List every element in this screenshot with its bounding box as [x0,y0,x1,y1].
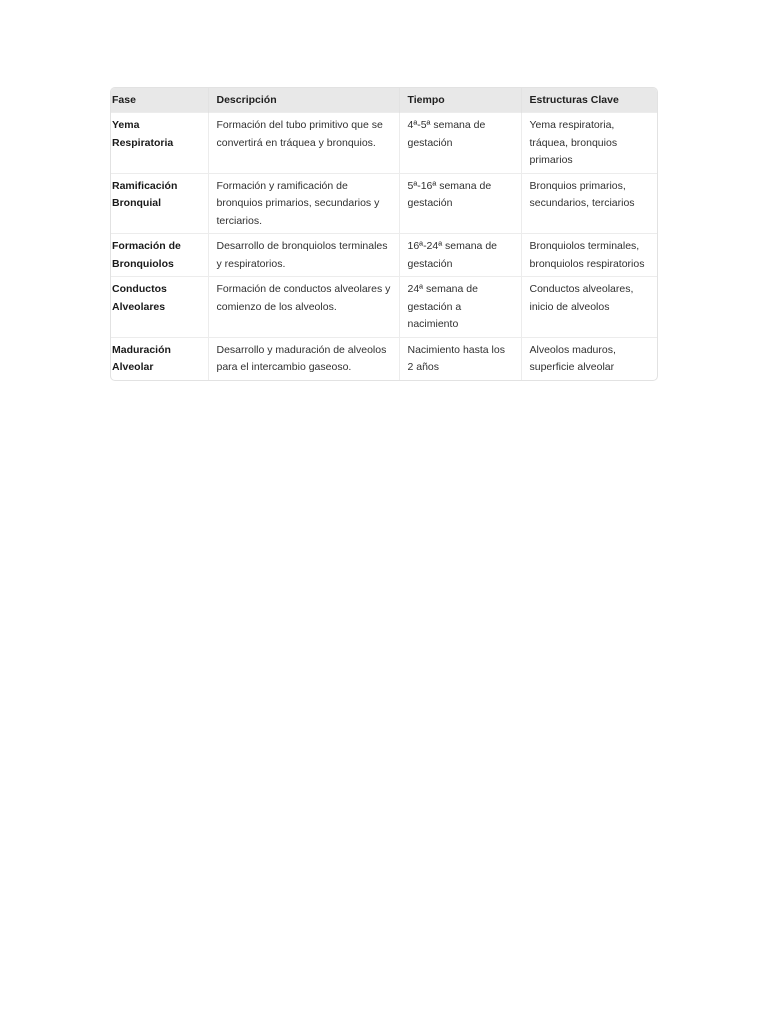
lung-development-table-container [110,87,658,381]
table-row [111,113,657,174]
table-row [111,173,657,234]
cell-fase: Ramificación Bronquial [111,173,208,234]
table-row [111,234,657,277]
cell-fase: Conductos Alveolares [111,277,208,338]
lung-development-table [111,88,657,380]
cell-descripcion: Formación del tubo primitivo que se convertirá en tráquea y bronquios. [208,113,399,174]
table-header [111,88,657,113]
header-tiempo: Tiempo [399,88,521,113]
table-body [111,113,657,380]
cell-fase: Yema Respiratoria [111,113,208,174]
cell-tiempo: 5ª-16ª semana de gestación [399,173,521,234]
cell-estructuras: Bronquiolos terminales, bronquiolos respiratorios [521,234,657,277]
header-descripcion: Descripción [208,88,399,113]
cell-estructuras: Alveolos maduros, superficie alveolar [521,337,657,380]
cell-estructuras: Bronquios primarios, secundarios, terciarios [521,173,657,234]
cell-descripcion: Desarrollo de bronquiolos terminales y respiratorios. [208,234,399,277]
cell-fase: Formación de Bronquiolos [111,234,208,277]
cell-descripcion: Formación de conductos alveolares y comienzo de los alveolos. [208,277,399,338]
cell-estructuras: Conductos alveolares, inicio de alveolos [521,277,657,338]
cell-descripcion: Desarrollo y maduración de alveolos para el intercambio gaseoso. [208,337,399,380]
cell-tiempo: 4ª-5ª semana de gestación [399,113,521,174]
cell-tiempo: 24ª semana de gestación a nacimiento [399,277,521,338]
cell-descripcion: Formación y ramificación de bronquios primarios, secundarios y terciarios. [208,173,399,234]
cell-fase: Maduración Alveolar [111,337,208,380]
header-fase: Fase [111,88,208,113]
header-row [111,88,657,113]
header-estructuras-clave: Estructuras Clave [529,93,619,106]
cell-estructuras: Yema respiratoria, tráquea, bronquios primarios [521,113,657,174]
cell-tiempo: Nacimiento hasta los 2 años [399,337,521,380]
cell-tiempo: 16ª-24ª semana de gestación [399,234,521,277]
table-row [111,277,657,338]
table-row [111,337,657,380]
